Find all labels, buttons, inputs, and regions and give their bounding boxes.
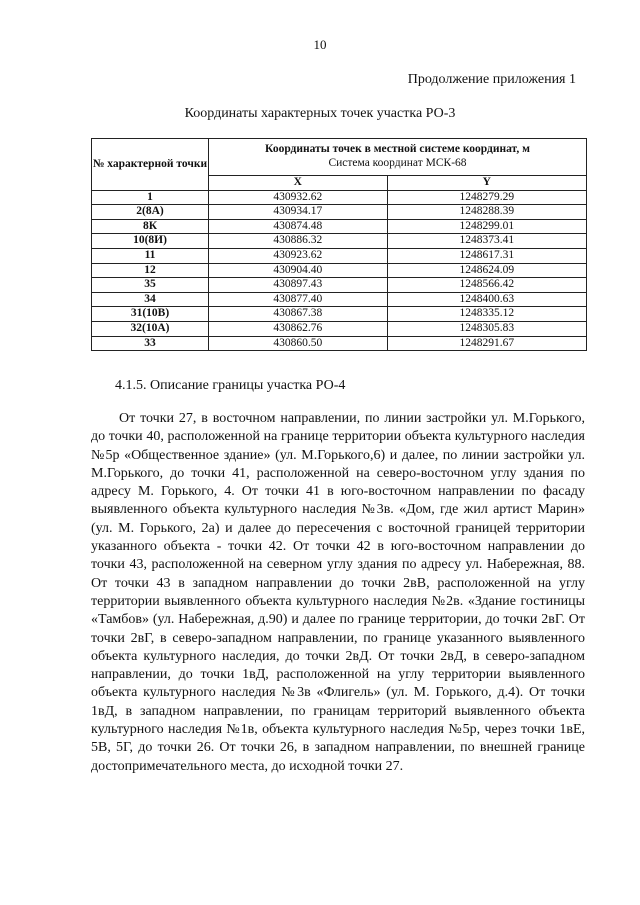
table-row [92,219,587,234]
y-cell: 1248373.41 [387,234,586,249]
point-cell: 11 [92,248,209,263]
table-row [92,321,587,336]
point-cell: 10(8И) [92,234,209,249]
y-cell: 1248617.31 [387,248,586,263]
coords-header-title: Координаты точек в местной системе координат, м [265,143,530,156]
y-cell: 1248291.67 [387,336,586,351]
page-number: 10 [313,37,327,52]
x-cell: 430860.50 [209,336,388,351]
table-row [92,292,587,307]
x-cell: 430877.40 [209,292,388,307]
x-cell: 430904.40 [209,263,388,278]
table-row [92,190,587,205]
y-cell: 1248305.83 [387,321,586,336]
table-row [92,263,587,278]
table-row [92,248,587,263]
x-cell: 430886.32 [209,234,388,249]
section-heading: 4.1.5. Описание границы участка РО-4 [115,378,346,393]
point-cell: 8К [92,219,209,234]
col-x-header: X [209,176,388,191]
y-cell: 1248624.09 [387,263,586,278]
y-cell: 1248335.12 [387,307,586,322]
coordinates-table [91,138,587,351]
col-point-header: № характерной точки [92,139,209,191]
x-cell: 430932.62 [209,190,388,205]
y-cell: 1248288.39 [387,205,586,220]
point-cell: 35 [92,278,209,293]
body-paragraph: От точки 27, в восточном направлении, по линии застройки ул. М.Горького, до точки 40, расположенной на границе территории объекта культурного наследия №5р «Общественное здание» (ул. М.Горького,6) и далее, по линии застройки ул. М.Горького, до точки 41, расположенной на северо-восточном углу здания по адресу М. Горького, 4. От точки 41 в юго-восточном направлении по фасаду выявленного объекта культурного наследия №3в. «Дом, где жил артист Марин» (ул. М. Горького, 2а) и далее до пересечения с восточной границей территории указанного объекта - точки 42. От точки 42 в юго-восточном направлении до точки 43, расположенной на северном углу здания по адресу ул. Набережная, 88. От точки 43 в западном направлении до точки 2вВ, расположенной на углу территории выявленного объекта культурного наследия №2в. «Здание гостиницы «Тамбов» (ул. Набережная, д.90) и далее по границе территории, до точки 2вГ. От точки 2вГ, в северо-западном направлении, по границе указанного выявленного объекта культурного наследия, до точки 2вД. От точки 2вД, в северо-западном направлении, до точки 1вД, расположенной на углу территории выявленного объекта культурного наследия №3в «Флигель» (ул. М. Горького, д.4). От точки 1вД, в западном направлении, по границам территорий выявленного объекта культурного наследия №1в, объекта культурного наследия №5р, через точки 1вЕ, 5В, 5Г, до точки 26. От точки 26, в западном направлении, по внешней границе достопримечательного места, до исходной точки 27. [91,411,585,774]
x-cell: 430867.38 [209,307,388,322]
y-cell: 1248299.01 [387,219,586,234]
table-body [92,190,587,351]
table-title: Координаты характерных точек участка РО-3 [184,106,456,121]
col-y-header: Y [387,176,586,191]
table-row [92,336,587,351]
point-cell: 1 [92,190,209,205]
y-cell: 1248400.63 [387,292,586,307]
table-row [92,278,587,293]
x-cell: 430862.76 [209,321,388,336]
x-cell: 430897.43 [209,278,388,293]
point-cell: 32(10А) [92,321,209,336]
coords-header-system: Система координат МСК-68 [328,157,467,169]
y-cell: 1248566.42 [387,278,586,293]
point-cell: 12 [92,263,209,278]
table-row [92,307,587,322]
coords-header [209,139,587,176]
x-cell: 430923.62 [209,248,388,263]
point-cell: 33 [92,336,209,351]
x-cell: 430874.48 [209,219,388,234]
appendix-label: Продолжение приложения 1 [407,72,576,87]
x-cell: 430934.17 [209,205,388,220]
table-row [92,205,587,220]
point-cell: 31(10В) [92,307,209,322]
point-cell: 34 [92,292,209,307]
table-row [92,234,587,249]
point-cell: 2(8А) [92,205,209,220]
y-cell: 1248279.29 [387,190,586,205]
